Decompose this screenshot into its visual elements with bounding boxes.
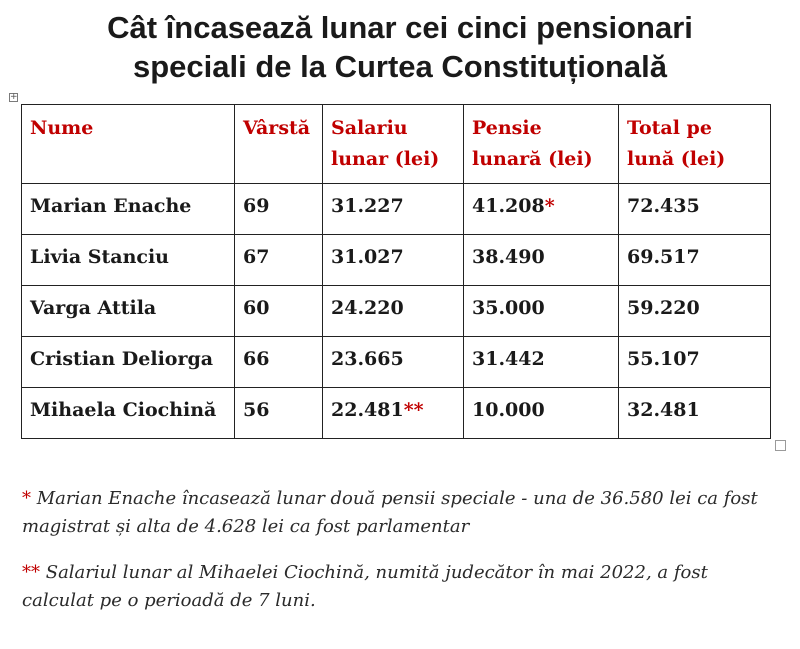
footnote-1-mark: * <box>22 488 31 509</box>
cell-total-value: 69.517 <box>627 246 700 268</box>
cell-salary-value: 31.227 <box>331 195 404 217</box>
cell-pension-value: 10.000 <box>472 399 545 421</box>
cell-name-value: Mihaela Ciochină <box>30 399 217 421</box>
cell-age <box>235 388 323 439</box>
cell-name <box>22 337 235 388</box>
cell-name <box>22 286 235 337</box>
cell-age <box>235 184 323 235</box>
cell-total <box>619 235 771 286</box>
cell-age <box>235 235 323 286</box>
footnote-1 <box>22 485 782 541</box>
footnote-mark: ** <box>403 399 424 421</box>
cell-total-value: 55.107 <box>627 348 700 370</box>
cell-total <box>619 337 771 388</box>
cell-salary-value: 23.665 <box>331 348 404 370</box>
cell-total <box>619 286 771 337</box>
cell-age-value: 69 <box>243 195 270 217</box>
cell-name-value: Varga Attila <box>30 297 157 319</box>
page-title-line-2: speciali de la Curtea Constituțională <box>132 49 667 84</box>
cell-salary <box>323 286 464 337</box>
table-row <box>22 184 771 235</box>
cell-pension-value: 35.000 <box>472 297 545 319</box>
cell-pension-value: 38.490 <box>472 246 545 268</box>
cell-age-value: 67 <box>243 246 270 268</box>
pension-table <box>21 104 771 439</box>
cell-pension-value: 41.208 <box>472 195 545 217</box>
cell-age-value: 66 <box>243 348 270 370</box>
cell-name <box>22 235 235 286</box>
footnote-2-mark: ** <box>22 562 40 583</box>
header-pension: Pensie lunară (lei) <box>464 105 619 184</box>
table-resize-handle[interactable] <box>775 440 786 451</box>
table-header-row <box>22 105 771 184</box>
cell-age-value: 60 <box>243 297 270 319</box>
cell-salary <box>323 184 464 235</box>
table-body <box>22 184 771 439</box>
table-row <box>22 337 771 388</box>
cell-total-value: 32.481 <box>627 399 700 421</box>
cell-salary <box>323 235 464 286</box>
cell-pension <box>464 286 619 337</box>
cell-name-value: Cristian Deliorga <box>30 348 214 370</box>
header-age: Vârstă <box>235 105 323 184</box>
cell-name <box>22 388 235 439</box>
footnote-2 <box>22 559 782 615</box>
table-row <box>22 286 771 337</box>
cell-salary-value: 24.220 <box>331 297 404 319</box>
cell-pension <box>464 337 619 388</box>
cell-name-value: Marian Enache <box>30 195 192 217</box>
table-move-handle-icon[interactable]: + <box>10 92 18 102</box>
cell-total <box>619 184 771 235</box>
table-row <box>22 235 771 286</box>
footnote-mark: * <box>544 195 555 217</box>
cell-age <box>235 337 323 388</box>
cell-total <box>619 388 771 439</box>
cell-age-value: 56 <box>243 399 270 421</box>
header-salary: Salariu lunar (lei) <box>323 105 464 184</box>
table-row <box>22 388 771 439</box>
cell-salary <box>323 337 464 388</box>
page-title-line-1: Cât încasează lunar cei cinci pensionari <box>107 10 693 45</box>
cell-salary-value: 22.481 <box>331 399 404 421</box>
cell-salary <box>323 388 464 439</box>
cell-pension <box>464 235 619 286</box>
page-title <box>0 8 800 86</box>
cell-name <box>22 184 235 235</box>
cell-total-value: 72.435 <box>627 195 700 217</box>
footnotes <box>22 485 782 633</box>
cell-pension <box>464 184 619 235</box>
footnote-2-text: Salariul lunar al Mihaelei Ciochină, numită judecător în mai 2022, a fost calculat pe o perioadă de 7 luni. <box>22 562 708 611</box>
footnote-1-text: Marian Enache încasează lunar două pensii speciale - una de 36.580 lei ca fost magistrat și alta de 4.628 lei ca fost parlamentar <box>22 488 758 537</box>
header-name: Nume <box>22 105 235 184</box>
cell-pension-value: 31.442 <box>472 348 545 370</box>
cell-salary-value: 31.027 <box>331 246 404 268</box>
cell-name-value: Livia Stanciu <box>30 246 169 268</box>
header-total: Total pe lună (lei) <box>619 105 771 184</box>
cell-age <box>235 286 323 337</box>
cell-pension <box>464 388 619 439</box>
cell-total-value: 59.220 <box>627 297 700 319</box>
